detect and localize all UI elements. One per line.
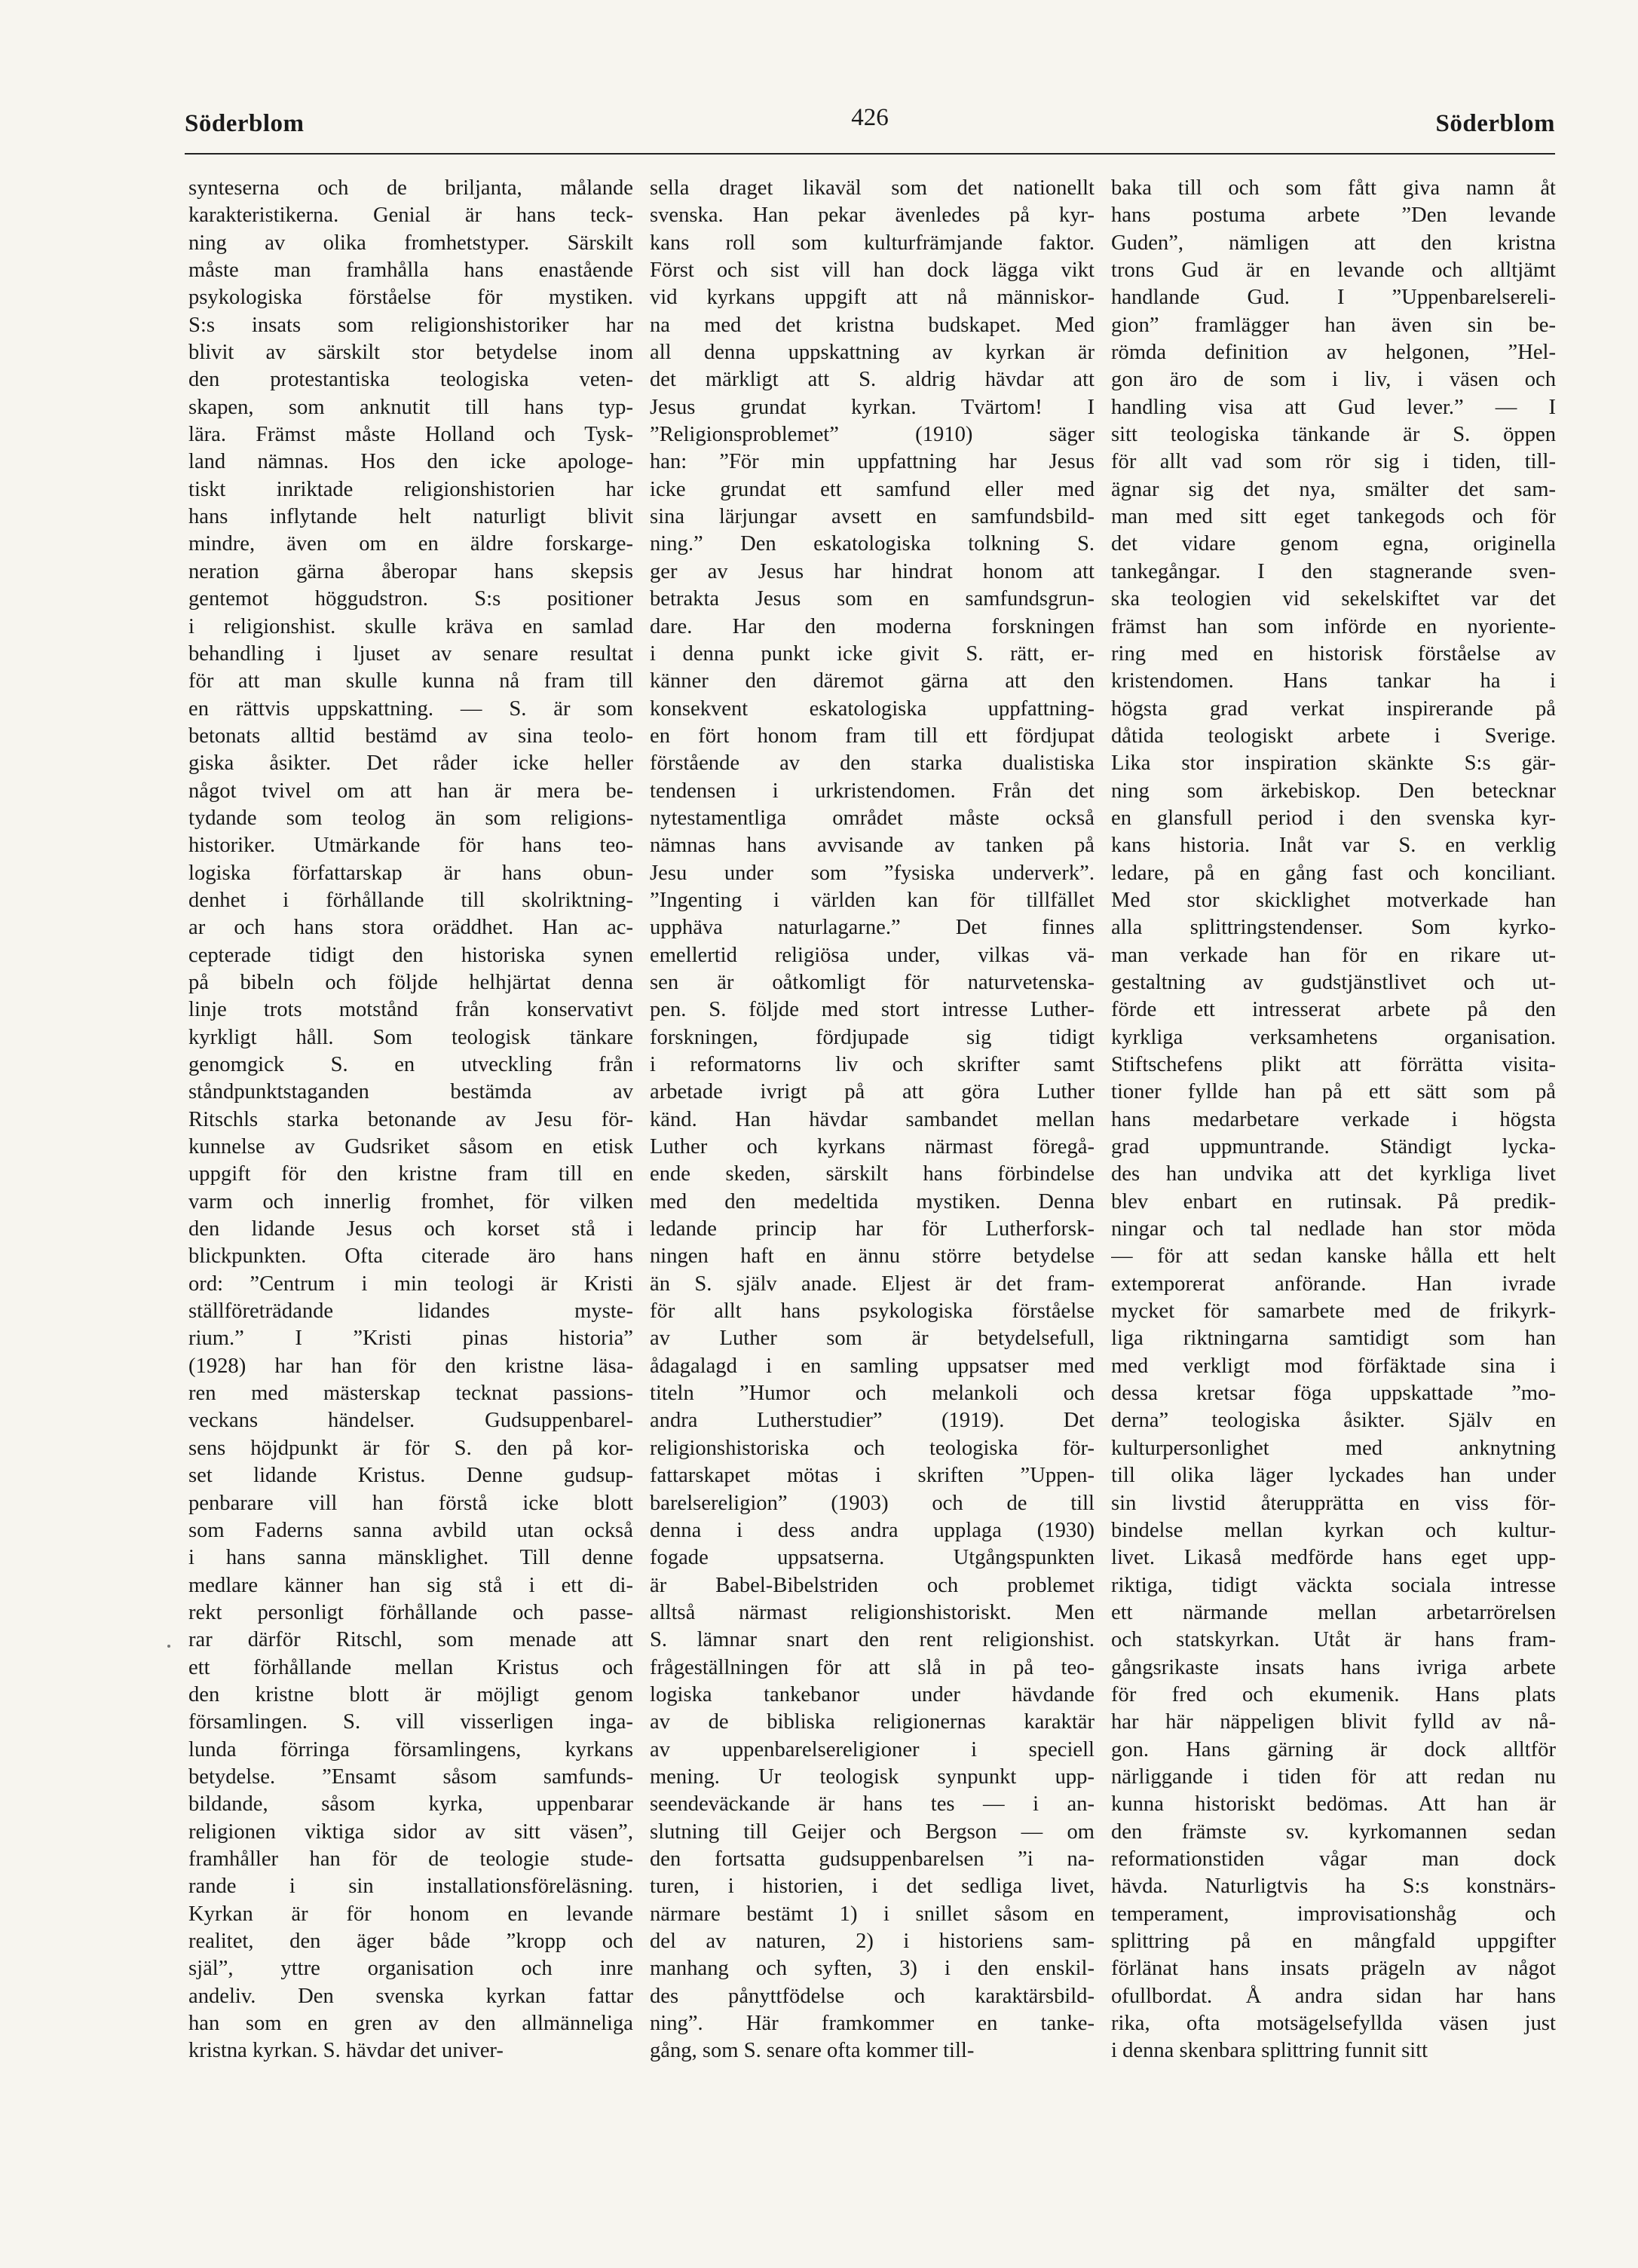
text-line: bindelse mellan kyrkan och kultur- — [1111, 1518, 1556, 1542]
text-line: i hans sanna mänsklighet. Till denne — [188, 1546, 633, 1570]
text-line: känner den däremot gärna att den — [650, 669, 1095, 693]
text-line: psykologiska förståelse för mystiken. — [188, 286, 633, 310]
text-line: veckans händelser. Gudsuppenbarel- — [188, 1409, 633, 1433]
text-line: ningen haft en ännu större betydelse — [650, 1244, 1095, 1269]
text-line: sen är oåtkomligt för naturvetenska- — [650, 970, 1095, 994]
text-line: tankegångar. I den stagnerande sven- — [1111, 559, 1556, 583]
text-line: som Faderns sanna avbild utan också — [188, 1518, 633, 1542]
text-line: baka till och som fått giva namn åt — [1111, 176, 1556, 200]
text-line: betydelse. ”Ensamt såsom samfunds- — [188, 1765, 633, 1789]
text-line: ofullbordat. Å andra sidan har hans — [1111, 1984, 1556, 2008]
text-line: nytestamentliga området måste också — [650, 806, 1095, 830]
text-line: det märkligt att S. aldrig hävdar att — [650, 368, 1095, 392]
text-line: denhet i förhållande till skolriktning- — [188, 888, 633, 912]
text-line: Jesus grundat kyrkan. Tvärtom! I — [650, 395, 1095, 419]
text-line: högsta grad verkat inspirerande på — [1111, 696, 1556, 721]
text-line: än S. själv anade. Eljest är det fram- — [650, 1272, 1095, 1296]
text-line: behandling i ljuset av senare resultat — [188, 641, 633, 666]
text-line: hans medarbetare verkade i högsta — [1111, 1107, 1556, 1131]
text-line: för fred och ekumenik. Hans plats — [1111, 1682, 1556, 1706]
text-line: S. lämnar snart den rent religionshist. — [650, 1628, 1095, 1652]
text-line: han som en gren av den allmänneliga — [188, 2012, 633, 2036]
text-line: extemporerat anförande. Han ivrade — [1111, 1272, 1556, 1296]
text-line: neration gärna åberopar hans skepsis — [188, 559, 633, 583]
running-head-left: Söderblom — [185, 110, 305, 137]
text-line: kyrkliga verksamhetens organisation. — [1111, 1025, 1556, 1049]
text-line: den främste sv. kyrkomannen sedan — [1111, 1820, 1556, 1844]
text-line: karakteristikerna. Genial är hans teck- — [188, 204, 633, 228]
text-line: i reformatorns liv och skrifter samt — [650, 1053, 1095, 1076]
text-line: och statskyrkan. Utåt är hans fram- — [1111, 1628, 1556, 1652]
text-line: reformationstiden vågar man dock — [1111, 1847, 1556, 1871]
text-line: römda definition av helgonen, ”Hel- — [1111, 341, 1556, 365]
text-line: denna i dess andra upplaga (1930) — [650, 1518, 1095, 1542]
text-line: med verkligt mod förfäktade sina i — [1111, 1354, 1556, 1378]
text-line: Guden”, nämligen att den kristna — [1111, 231, 1556, 255]
text-line: dessa kretsar föga uppskattade ”mo- — [1111, 1382, 1556, 1406]
text-line: själ”, yttre organisation och inre — [188, 1957, 633, 1981]
text-line: arbetade ivrigt på att göra Luther — [650, 1080, 1095, 1104]
text-line: en rättvis uppskattning. — S. är som — [188, 696, 633, 721]
text-line: ord: ”Centrum i min teologi är Kristi — [188, 1272, 633, 1296]
text-line: förstående av den starka dualistiska — [650, 751, 1095, 776]
text-line: alla splittringstendenser. Som kyrko- — [1111, 916, 1556, 940]
text-line: det vidare genom egna, originella — [1111, 532, 1556, 556]
text-line: för att man skulle kunna nå fram till — [188, 669, 633, 693]
text-line: något tvivel om att han är mera be- — [188, 779, 633, 803]
text-line: gentemot höggudstron. S:s positioner — [188, 587, 633, 611]
text-line: manhang och syften, 3) i den enskil- — [650, 1957, 1095, 1981]
page-number: 426 — [851, 104, 889, 131]
text-line: na med det kristna budskapet. Med — [650, 313, 1095, 337]
text-line: blickpunkten. Ofta citerade äro hans — [188, 1244, 633, 1269]
text-line: man verkade han för en rikare ut- — [1111, 943, 1556, 967]
text-line: gång, som S. senare ofta kommer till- — [650, 2039, 975, 2063]
text-line: hans inflytande helt naturligt blivit — [188, 505, 633, 529]
text-line: närliggande i tiden för att redan nu — [1111, 1765, 1556, 1789]
text-line: kunna historiskt bedömas. Att han är — [1111, 1792, 1556, 1817]
text-line: pen. S. följde med stort intresse Luther- — [650, 998, 1095, 1022]
text-line: främst han som införde en nyoriente- — [1111, 614, 1556, 638]
text-line: derna” teologiska åsikter. Själv en — [1111, 1409, 1556, 1433]
text-line: svenska. Han pekar ävenledes på kyr- — [650, 204, 1095, 228]
text-line: blivit av särskilt stor betydelse inom — [188, 341, 633, 365]
text-line: set lidande Kristus. Denne gudsup- — [188, 1464, 633, 1488]
header-rule — [185, 153, 1555, 155]
text-line: den protestantiska teologiska veten- — [188, 368, 633, 392]
text-line: tioner fyllde han på ett sätt som på — [1111, 1080, 1556, 1104]
text-line: slutning till Geijer och Bergson — om — [650, 1820, 1095, 1844]
text-line: den lidande Jesus och korset stå i — [188, 1217, 633, 1241]
text-line: på bibeln och följde helhjärtat denna — [188, 970, 633, 994]
text-line: fogade uppsatserna. Utgångspunkten — [650, 1546, 1095, 1570]
text-line: kyrkligt håll. Som teologisk tänkare — [188, 1025, 633, 1049]
text-line: den fortsatta gudsuppenbarelsen ”i na- — [650, 1847, 1095, 1871]
text-line: liga riktningarna samtidigt som han — [1111, 1327, 1556, 1351]
text-line: religionshistoriska och teologiska för- — [650, 1436, 1095, 1460]
text-line: icke grundat ett samfund eller med — [650, 477, 1095, 501]
text-line: trons Gud är en levande och alltjämt — [1111, 259, 1556, 283]
text-line: realitet, den äger både ”kropp och — [188, 1930, 633, 1953]
text-line: upphäva naturlagarne.” Det finnes — [650, 916, 1095, 940]
text-line: titeln ”Humor och melankoli och — [650, 1382, 1095, 1406]
text-line: församlingen. S. vill visserligen inga- — [188, 1710, 633, 1734]
text-line: rande i sin installationsföreläsning. — [188, 1875, 633, 1899]
text-line: ska teologien vid sekelskiftet var det — [1111, 587, 1556, 611]
text-line: ett förhållande mellan Kristus och — [188, 1655, 633, 1679]
text-line: mycket för samarbete med de frikyrk- — [1111, 1299, 1556, 1324]
text-line: en glansfull period i den svenska kyr- — [1111, 806, 1556, 830]
text-line: ning som ärkebiskop. Den betecknar — [1111, 779, 1556, 803]
text-line: är Babel-Bibelstriden och problemet — [650, 1573, 1095, 1597]
text-line: Först och sist vill han dock lägga vikt — [650, 259, 1095, 283]
text-line: kristendomen. Hans tankar ha i — [1111, 669, 1556, 693]
text-line: ning.” Den eskatologiska tolkning S. — [650, 532, 1095, 556]
text-line: rekt personligt förhållande och passe- — [188, 1600, 633, 1624]
text-line: känd. Han hävdar sambandet mellan — [650, 1107, 1095, 1131]
text-line: logiska författarskap är hans obun- — [188, 861, 633, 885]
text-line: des pånyttfödelse och karaktärsbild- — [650, 1984, 1095, 2008]
text-line: kans roll som kulturfrämjande faktor. — [650, 231, 1095, 255]
text-line: ger av Jesus har hindrat honom att — [650, 559, 1095, 583]
text-line: S:s insats som religionshistoriker har — [188, 313, 633, 337]
text-line: sin livstid återupprätta en viss för- — [1111, 1491, 1556, 1515]
text-line: till olika läger lyckades han under — [1111, 1464, 1556, 1488]
text-line: andra Lutherstudier” (1919). Det — [650, 1409, 1095, 1433]
text-line: sitt teologiska tänkande är S. öppen — [1111, 423, 1556, 447]
text-line: ren med mästerskap tecknat passions- — [188, 1382, 633, 1406]
text-line: nämnas hans avvisande av tanken på — [650, 834, 1095, 858]
text-line: — för att sedan kanske hålla ett helt — [1111, 1244, 1556, 1269]
text-line: (1928) har han för den kristne läsa- — [188, 1354, 633, 1378]
text-line: temperament, improvisationshåg och — [1111, 1902, 1556, 1926]
text-line: kulturpersonlighet med anknytning — [1111, 1436, 1556, 1460]
text-line: den kristne blott är möjligt genom — [188, 1682, 633, 1706]
text-line: Med stor skicklighet motverkade han — [1111, 888, 1556, 912]
text-line: frågeställningen för att slå in på teo- — [650, 1655, 1095, 1679]
text-line: handling visa att Gud lever.” — I — [1111, 395, 1556, 419]
text-line: lära. Främst måste Holland och Tysk- — [188, 423, 633, 447]
text-line: dåtida teologiskt arbete i Sverige. — [1111, 724, 1556, 748]
text-line: riktiga, tidigt väckta sociala intresse — [1111, 1573, 1556, 1597]
text-line: med den medeltida mystiken. Denna — [650, 1189, 1095, 1214]
text-line: betrakta Jesus som en samfundsgrun- — [650, 587, 1095, 611]
text-line: kunnelse av Gudsriket såsom en etisk — [188, 1135, 633, 1159]
text-line: Stiftschefens plikt att förrätta visita- — [1111, 1053, 1556, 1076]
text-line: blev enbart en rutinsak. På predik- — [1111, 1189, 1556, 1214]
text-line: Lika stor inspiration skänkte S:s gär- — [1111, 751, 1556, 776]
text-line: ningar och tal nedlade han stor möda — [1111, 1217, 1556, 1241]
text-line: ägnar sig det nya, smälter det sam- — [1111, 477, 1556, 501]
text-line: man med sitt eget tankegods och för — [1111, 505, 1556, 529]
text-line: mindre, även om en äldre forskarge- — [188, 532, 633, 556]
text-line: genomgick S. en utveckling från — [188, 1053, 633, 1076]
text-line: förde ett intresserat arbete på den — [1111, 998, 1556, 1022]
text-line: all denna uppskattning av kyrkan är — [650, 341, 1095, 365]
text-line: rar därför Ritschl, som menade att — [188, 1628, 633, 1652]
text-column-1 — [188, 175, 633, 2065]
text-line: hävda. Naturligtvis ha S:s konstnärs- — [1111, 1875, 1556, 1899]
text-line: gestaltning av gudstjänstlivet och ut- — [1111, 970, 1556, 994]
text-line: ende skeden, särskilt hans förbindelse — [650, 1162, 1095, 1186]
text-line: bildande, såsom kyrka, uppenbarar — [188, 1792, 633, 1817]
text-line: förlänat hans insats prägeln av något — [1111, 1957, 1556, 1981]
text-line: penbarare vill han förstå icke blott — [188, 1491, 633, 1515]
text-line: fattarskapet mötas i skriften ”Uppen- — [650, 1464, 1095, 1488]
text-column-2 — [650, 175, 1095, 2065]
text-line: han: ”För min uppfattning har Jesus — [650, 450, 1095, 474]
text-line: framhåller han för de teologie stude- — [188, 1847, 633, 1871]
text-line: alltså närmast religionshistoriskt. Men — [650, 1600, 1095, 1624]
text-line: andeliv. Den svenska kyrkan fattar — [188, 1984, 633, 2008]
text-line: gon. Hans gärning är dock alltför — [1111, 1737, 1556, 1761]
text-line: emellertid religiösa under, vilkas vä- — [650, 943, 1095, 967]
text-line: vid kyrkans uppgift att nå människor- — [650, 286, 1095, 310]
text-line: i religionshist. skulle kräva en samlad — [188, 614, 633, 638]
text-line: des han undvika att det kyrkliga livet — [1111, 1162, 1556, 1186]
text-line: ett närmande mellan arbetarrörelsen — [1111, 1600, 1556, 1624]
text-line: mening. Ur teologisk synpunkt upp- — [650, 1765, 1095, 1789]
text-line: land nämnas. Hos den icke apologe- — [188, 450, 633, 474]
text-line: synteserna och de briljanta, målande — [188, 176, 633, 200]
text-line: ning av olika fromhetstyper. Särskilt — [188, 231, 633, 255]
text-line: ställföreträdande lidandes myste- — [188, 1299, 633, 1324]
text-line: av uppenbarelsereligioner i speciell — [650, 1737, 1095, 1761]
running-head-right: Söderblom — [1435, 110, 1555, 137]
text-column-3 — [1111, 175, 1556, 2065]
text-line: uppgift för den kristne fram till en — [188, 1162, 633, 1186]
text-line: cepterade tidigt den historiska synen — [188, 943, 633, 967]
text-line: medlare känner han sig stå i ett di- — [188, 1573, 633, 1597]
text-line: i denna punkt icke givit S. rätt, er- — [650, 641, 1095, 666]
text-line: skapen, som anknutit till hans typ- — [188, 395, 633, 419]
running-header — [185, 104, 1555, 149]
text-line: giska åsikter. Det råder icke heller — [188, 751, 633, 776]
text-line: turen, i historien, i det sedliga livet, — [650, 1875, 1095, 1899]
text-line: gon äro de som i liv, i väsen och — [1111, 368, 1556, 392]
text-line: gångsrikaste insats hans ivriga arbete — [1111, 1655, 1556, 1679]
text-line: har här näppeligen blivit fylld av nå- — [1111, 1710, 1556, 1734]
text-line: seendeväckande är hans tes — i an- — [650, 1792, 1095, 1817]
text-line: konsekvent eskatologiska uppfattning- — [650, 696, 1095, 721]
text-line: del av naturen, 2) i historiens sam- — [650, 1930, 1095, 1953]
margin-mark — [167, 1645, 170, 1648]
text-line: livet. Likaså medförde hans eget upp- — [1111, 1546, 1556, 1570]
text-line: ar och hans stora oräddhet. Han ac- — [188, 916, 633, 940]
text-line: för allt hans psykologiska förståelse — [650, 1299, 1095, 1324]
text-line: varm och innerlig fromhet, för vilken — [188, 1189, 633, 1214]
text-line: ståndpunktstaganden bestämda av — [188, 1080, 633, 1104]
text-line: handlande Gud. I ”Uppenbarelsereli- — [1111, 286, 1556, 310]
text-line: religionen viktiga sidor av sitt väsen”, — [188, 1820, 633, 1844]
text-line: logiska tankebanor under hävdande — [650, 1682, 1095, 1706]
text-line: Luther och kyrkans närmast föregå- — [650, 1135, 1095, 1159]
text-line: sina lärjungar avsett en samfundsbild- — [650, 505, 1095, 529]
text-line: ning”. Här framkommer en tanke- — [650, 2012, 1095, 2036]
text-line: dare. Har den moderna forskningen — [650, 614, 1095, 638]
text-line: Kyrkan är för honom en levande — [188, 1902, 633, 1926]
text-line: ådagalagd i en samling uppsatser med — [650, 1354, 1095, 1378]
text-line: rium.” I ”Kristi pinas historia” — [188, 1327, 633, 1351]
text-line: kristna kyrkan. S. hävdar det univer- — [188, 2039, 504, 2063]
text-line: av de bibliska religionernas karaktär — [650, 1710, 1095, 1734]
text-line: rika, ofta motsägelsefyllda väsen just — [1111, 2012, 1556, 2036]
text-line: sens höjdpunkt är för S. den på kor- — [188, 1436, 633, 1460]
text-line: Jesu under som ”fysiska underverk”. — [650, 861, 1095, 885]
text-line: kans historia. Inåt var S. en verklig — [1111, 834, 1556, 858]
text-line: av Luther som är betydelsefull, — [650, 1327, 1095, 1351]
text-line: i denna skenbara splittring funnit sitt — [1111, 2039, 1428, 2063]
text-line: grad uppmuntrande. Ständigt lycka- — [1111, 1135, 1556, 1159]
text-line: gion” framlägger han även sin be- — [1111, 313, 1556, 337]
text-line: hans postuma arbete ”Den levande — [1111, 204, 1556, 228]
text-line: barelsereligion” (1903) och de till — [650, 1491, 1095, 1515]
text-line: tendensen i urkristendomen. Från det — [650, 779, 1095, 803]
text-line: linje trots motstånd från konservativt — [188, 998, 633, 1022]
text-line: ring med en historisk förståelse av — [1111, 641, 1556, 666]
text-line: för allt vad som rör sig i tiden, till- — [1111, 450, 1556, 474]
text-line: ledande princip har för Lutherforsk- — [650, 1217, 1095, 1241]
text-line: måste man framhålla hans enastående — [188, 259, 633, 283]
text-line: splittring på en mångfald uppgifter — [1111, 1930, 1556, 1953]
text-line: närmare bestämt 1) i snillet såsom en — [650, 1902, 1095, 1926]
text-line: historiker. Utmärkande för hans teo- — [188, 834, 633, 858]
text-line: forskningen, fördjupade sig tidigt — [650, 1025, 1095, 1049]
text-line: ”Ingenting i världen kan för tillfället — [650, 888, 1095, 912]
text-line: sella draget likaväl som det nationellt — [650, 176, 1095, 200]
text-line: Ritschls starka betonande av Jesu för- — [188, 1107, 633, 1131]
text-line: ”Religionsproblemet” (1910) säger — [650, 423, 1095, 447]
text-line: tydande som teolog än som religions- — [188, 806, 633, 830]
text-line: lunda förringa församlingens, kyrkans — [188, 1737, 633, 1761]
text-line: tiskt inriktade religionshistorien har — [188, 477, 633, 501]
text-line: betonats alltid bestämd av sina teolo- — [188, 724, 633, 748]
text-line: en fört honom fram till ett fördjupat — [650, 724, 1095, 748]
text-line: ledare, på en gång fast och konciliant. — [1111, 861, 1556, 885]
